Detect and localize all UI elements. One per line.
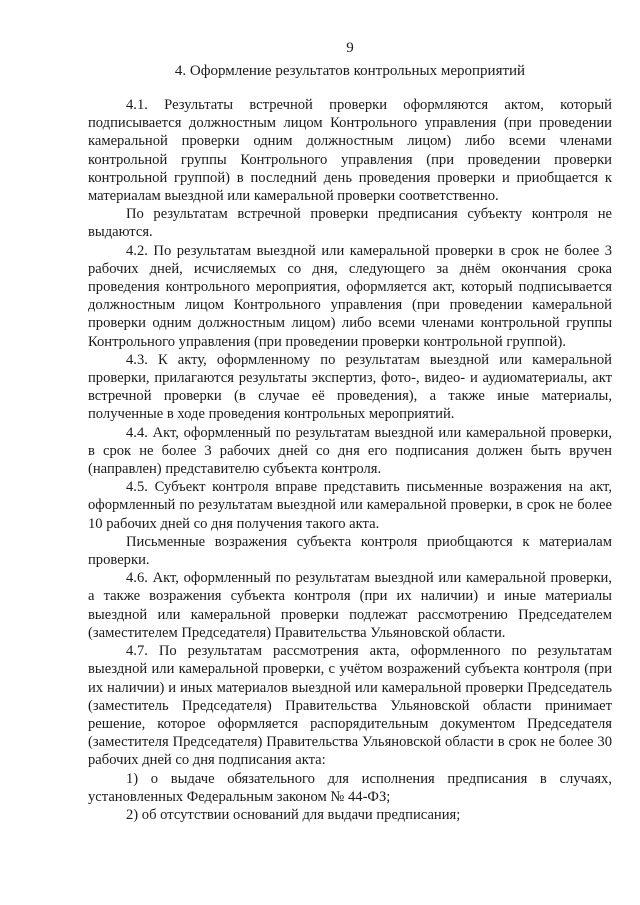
paragraph-4-7: 4.7. По результатам рассмотрения акта, оформленного по результатам выездной или камеральной проверки, с учётом возражений субъекта контроля (при их наличии) и иных материалов выездной или камеральной проверки Председатель (заместитель Председателя) Правительства Ульяновской области принимает решение, которое оформляется распорядительным документом Председателя (заместителя Председателя) Правительства Ульяновской области в срок не более 30 рабочих дней со дня подписания акта:	[88, 643, 612, 769]
section-title: 4. Оформление результатов контрольных мероприятий	[174, 63, 526, 79]
page-number: 9	[346, 40, 354, 56]
list-item-1: 1) о выдаче обязательного для исполнения предписания в случаях, установленных Федеральным законом № 44-ФЗ;	[88, 770, 612, 805]
paragraph-4-5: 4.5. Субъект контроля вправе представить письменные возражения на акт, оформленный по результатам выездной или камеральной проверки, в срок не более 10 рабочих дней со дня получения такого акта.	[88, 479, 612, 532]
paragraph-4-1: 4.1. Результаты встречной проверки оформляются актом, который подписывается должностным лицом Контрольного управления (при проведении камеральной проверки одним должностным лицом) либо всеми членами контрольной группы Контрольного управления (при проведении проверки контрольной группой) в последний день проведения проверки и приобщается к материалам выездной или камеральной проверки соответственно.	[88, 97, 612, 205]
paragraph-4-6: 4.6. Акт, оформленный по результатам выездной или камеральной проверки, а также возражения субъекта контроля (при их наличии) и иные материалы выездной или камеральной проверки подлежат рассмотрению Председателем (заместителем Председателя) Правительства Ульяновской области.	[88, 570, 612, 641]
paragraph-4-2: 4.2. По результатам выездной или камеральной проверки в срок не более 3 рабочих дней, исчисляемых со дня, следующего за днём окончания срока проведения контрольного мероприятия, оформляется акт, который подписывается должностным лицом Контрольного управления (при проведении камеральной проверки одним должностным лицом) либо всеми членами контрольной группы Контрольного управления (при проведении проверки контрольной группой).	[88, 242, 612, 350]
paragraph-4-1-note: По результатам встречной проверки предписания субъекту контроля не выдаются.	[88, 206, 612, 241]
paragraph-4-4: 4.4. Акт, оформленный по результатам выездной или камеральной проверки, в срок не более 3 рабочих дней со дня его подписания должен быть вручен (направлен) представителю субъекта контроля.	[88, 424, 612, 478]
paragraph-4-5-note: Письменные возражения субъекта контроля приобщаются к материалам проверки.	[88, 533, 612, 569]
paragraph-4-3: 4.3. К акту, оформленному по результатам выездной или камеральной проверки, прилагаются результаты экспертиз, фото-, видео- и аудиоматериалы, акт встречной проверки (в случае её проведения), а также иные материалы, полученные в ходе проведения контрольных мероприятий.	[88, 351, 612, 423]
list-item-2: 2) об отсутствии оснований для выдачи предписания;	[126, 806, 461, 823]
